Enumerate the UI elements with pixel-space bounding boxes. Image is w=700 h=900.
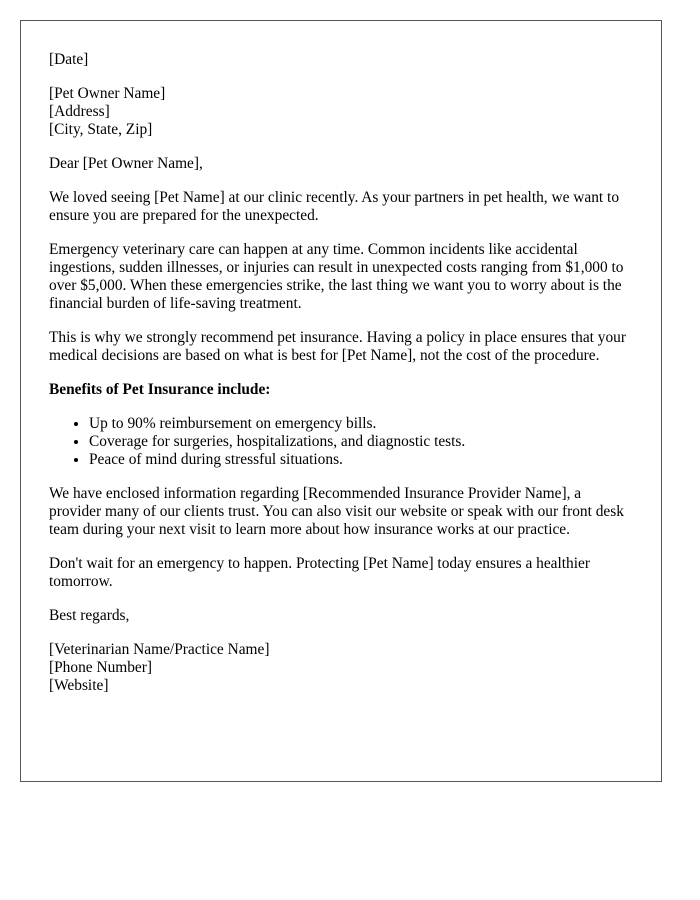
recipient-name: [Pet Owner Name] [49, 85, 166, 102]
recommendation-paragraph: This is why we strongly recommend pet insurance. Having a policy in place ensures that your medical decisions are based on what is best for [Pet Name], not the cost of the procedure. [49, 329, 626, 364]
date-line [49, 51, 633, 69]
benefits-heading: Benefits of Pet Insurance include: [49, 381, 271, 398]
emergency-costs-paragraph: Emergency veterinary care can happen at any time. Common incidents like accidental ingestions, sudden illnesses, or injuries can result in unexpected costs ranging from $1,000 to over $5,000. When these emergencies strike, the last thing we want you to worry about is the financial burden of life-saving treatment. [49, 241, 624, 312]
signature-block [49, 641, 633, 695]
recipient-address-block [49, 85, 633, 139]
signature-website: [Website] [49, 677, 109, 694]
provider-info-paragraph: We have enclosed information regarding [Recommended Insurance Provider Name], a provider many of our clients trust. You can also visit our website or speak with our front desk team during your next visit to learn more about how insurance works at our practice. [49, 485, 624, 538]
signoff: Best regards, [49, 607, 130, 624]
recipient-city-state-zip: [City, State, Zip] [49, 121, 153, 138]
date-text: [Date] [49, 51, 89, 68]
intro-paragraph: We loved seeing [Pet Name] at our clinic recently. As your partners in pet health, we want to ensure you are prepared for the unexpected. [49, 189, 620, 224]
benefits-list [49, 415, 633, 469]
salutation: Dear [Pet Owner Name], [49, 155, 203, 172]
recipient-address: [Address] [49, 103, 110, 120]
letter-page [20, 20, 662, 782]
signature-name: [Veterinarian Name/Practice Name] [49, 641, 270, 658]
benefit-item: • Up to 90% reimbursement on emergency bills. [89, 415, 633, 433]
benefit-item: • Peace of mind during stressful situations. [89, 451, 633, 469]
signature-phone: [Phone Number] [49, 659, 153, 676]
benefit-item: • Coverage for surgeries, hospitalizations, and diagnostic tests. [89, 433, 633, 451]
call-to-action-paragraph: Don't wait for an emergency to happen. Protecting [Pet Name] today ensures a healthier tomorrow. [49, 555, 590, 590]
